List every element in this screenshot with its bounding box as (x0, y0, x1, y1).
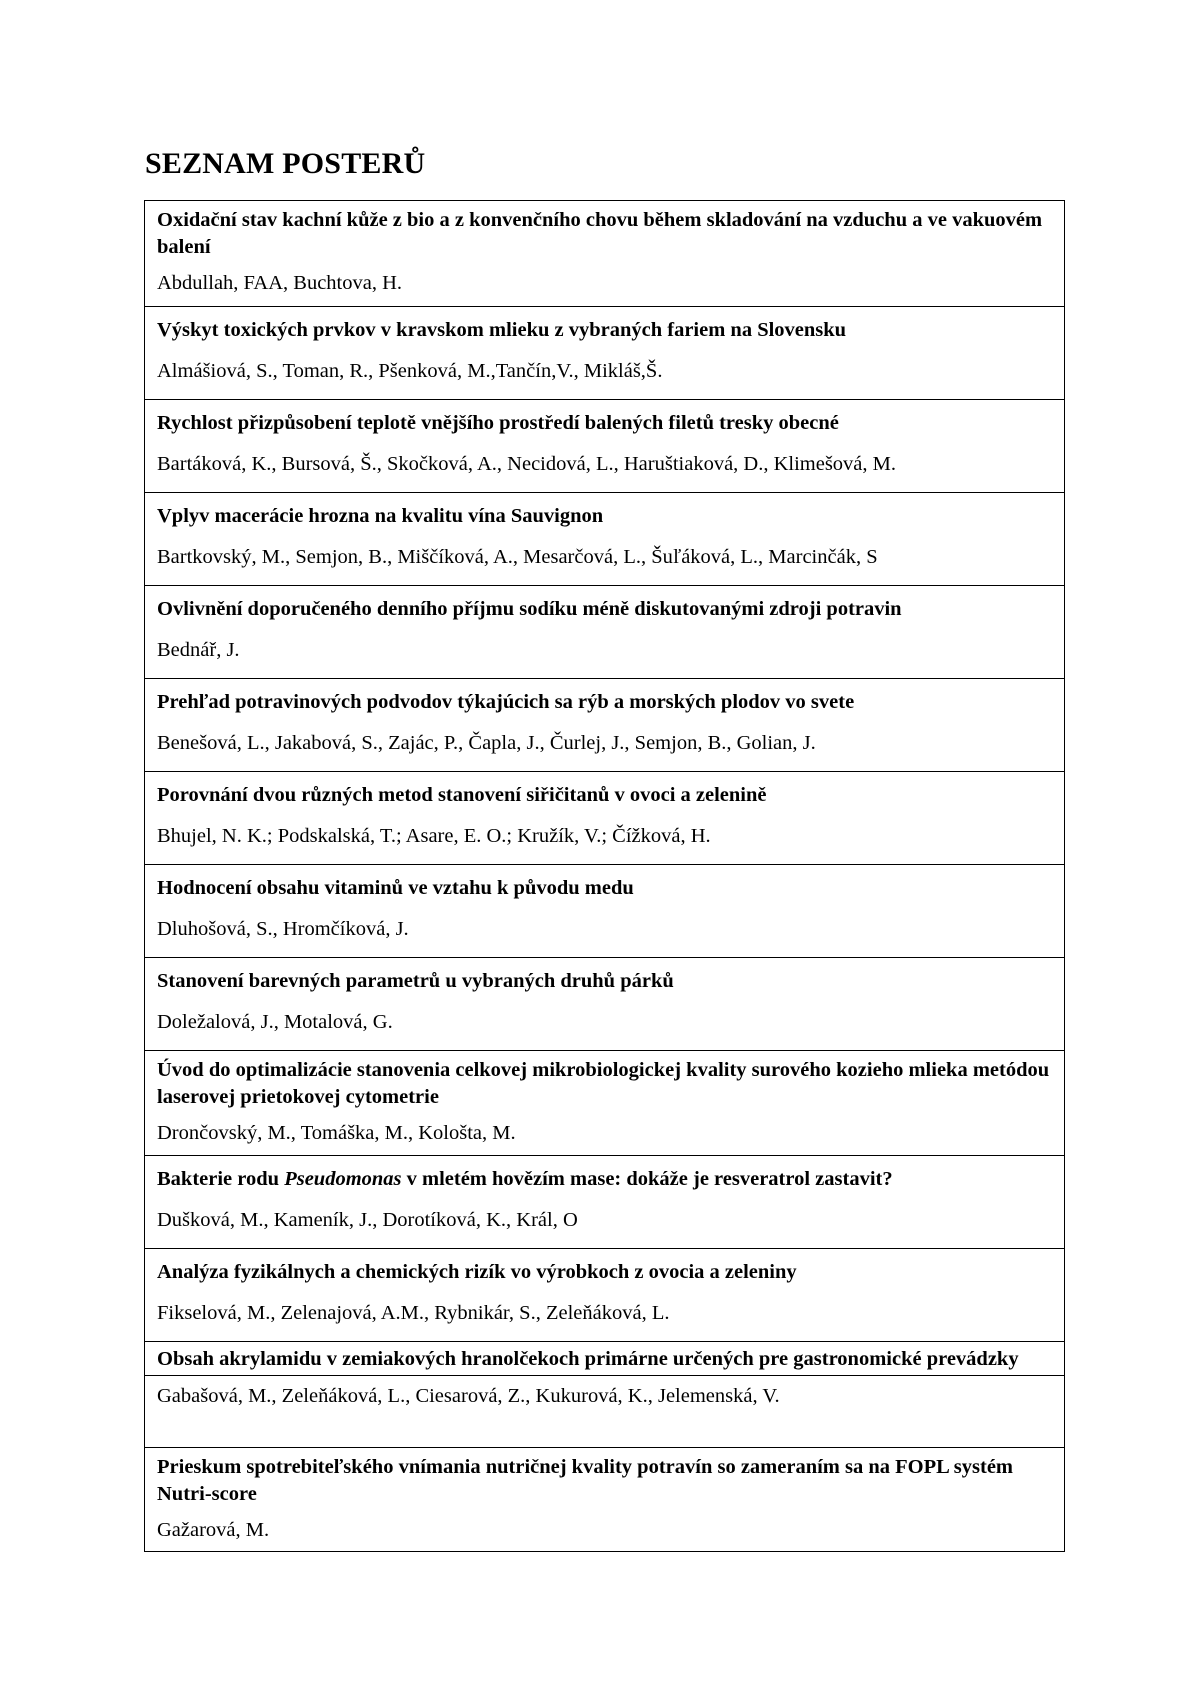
poster-entry (145, 957, 1064, 1050)
poster-authors: Dluhošová, S., Hromčíková, J. (157, 918, 409, 940)
poster-entry (145, 1050, 1064, 1155)
poster-title-italic-term: Pseudomonas (284, 1168, 402, 1190)
poster-authors: Gabašová, M., Zeleňáková, L., Ciesarová, Z., Kukurová, K., Jelemenská, V. (157, 1385, 780, 1407)
poster-entry (145, 1248, 1064, 1341)
poster-authors: Doležalová, J., Motalová, G. (157, 1011, 393, 1033)
poster-entry (145, 1447, 1064, 1551)
poster-title (157, 1160, 1052, 1197)
poster-entry (145, 771, 1064, 864)
poster-title: Vplyv macerácie hrozna na kvalitu vína Sauvignon (157, 505, 604, 527)
poster-title: Rychlost přizpůsobení teplotě vnějšího prostředí balených filetů tresky obecné (157, 412, 839, 434)
poster-title-part: Bakterie rodu (157, 1168, 285, 1190)
poster-authors: Bartkovský, M., Semjon, B., Miščíková, A., Mesarčová, L., Šuľáková, L., Marcinčák, S (157, 546, 878, 568)
poster-title: Stanovení barevných parametrů u vybraných druhů párků (157, 970, 674, 992)
poster-title: Ovlivnění doporučeného denního příjmu sodíku méně diskutovanými zdroji potravin (157, 598, 902, 620)
poster-authors: Drončovský, M., Tomáška, M., Kološta, M. (157, 1122, 516, 1144)
poster-title: Prieskum spotrebiteľského vnímania nutričnej kvality potravín so zameraním sa na FOPL systém Nutri-score (157, 1456, 1013, 1505)
page-title: SEZNAM POSTERŮ (145, 147, 426, 180)
poster-title: Úvod do optimalizácie stanovenia celkovej mikrobiologickej kvality surového kozieho mlieka metódou laserovej prietokovej cytometrie (157, 1059, 1050, 1108)
poster-list-table (144, 200, 1065, 1552)
poster-authors: Gažarová, M. (157, 1519, 270, 1541)
poster-title: Oxidační stav kachní kůže z bio a z konvenčního chovu během skladování na vzduchu a ve vakuovém balení (157, 209, 1043, 258)
poster-authors: Bednář, J. (157, 639, 240, 661)
poster-entry (145, 306, 1064, 399)
poster-authors: Abdullah, FAA, Buchtova, H. (157, 272, 403, 294)
poster-title: Porovnání dvou různých metod stanovení siřičitanů v ovoci a zelenině (157, 784, 767, 806)
poster-title: Hodnocení obsahu vitaminů ve vztahu k původu medu (157, 877, 634, 899)
poster-entry (145, 1155, 1064, 1248)
poster-entry (145, 585, 1064, 678)
poster-entry (145, 1341, 1064, 1447)
poster-entry (145, 399, 1064, 492)
poster-entry (145, 864, 1064, 957)
poster-authors: Benešová, L., Jakabová, S., Zajác, P., Čapla, J., Čurlej, J., Semjon, B., Golian, J. (157, 732, 816, 754)
poster-authors: Dušková, M., Kameník, J., Dorotíková, K., Král, O (157, 1209, 578, 1231)
poster-title: Obsah akrylamidu v zemiakových hranolčekoch primárne určených pre gastronomické prevádzky (145, 1342, 1064, 1376)
poster-authors: Almášiová, S., Toman, R., Pšenková, M.,Tančín,V., Mikláš,Š. (157, 360, 663, 382)
poster-title-part: v mletém hovězím mase: dokáže je resveratrol zastavit? (401, 1168, 893, 1190)
poster-authors: Bartáková, K., Bursová, Š., Skočková, A., Necidová, L., Haruštiaková, D., Klimešová, M. (157, 453, 897, 475)
poster-title: Výskyt toxických prvkov v kravskom mlieku z vybraných fariem na Slovensku (157, 319, 847, 341)
poster-title: Prehľad potravinových podvodov týkajúcich sa rýb a morských plodov vo svete (157, 691, 855, 713)
poster-authors: Bhujel, N. K.; Podskalská, T.; Asare, E. O.; Kružík, V.; Čížková, H. (157, 825, 711, 847)
poster-entry (145, 678, 1064, 771)
poster-entry (145, 201, 1064, 306)
poster-entry (145, 492, 1064, 585)
poster-authors: Fikselová, M., Zelenajová, A.M., Rybnikár, S., Zeleňáková, L. (157, 1302, 670, 1324)
poster-title: Analýza fyzikálnych a chemických rizík vo výrobkoch z ovocia a zeleniny (157, 1261, 797, 1283)
